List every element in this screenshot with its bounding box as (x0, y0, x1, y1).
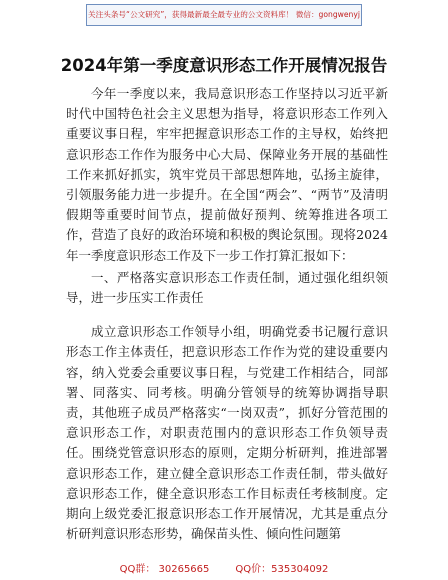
header-banner (86, 4, 362, 26)
banner-text: 关注头条号“公文研究”，获得最新最全最专业的公文资料库！ 微信：gongwenyj (88, 10, 360, 19)
body-paragraph: 成立意识形态工作领导小组，明确党委书记履行意识形态工作主体责任，把意识形态工作作为党的建设重要内容，纳入党委会重要议事日程，与党建工作相结合，同部署、同落实、同考核。明确分管领导的统筹协调指导职责，其他班子成员严格落实“一岗双责”，抓好分管范围的意识形态工作，对职责范围内的意识形态工作负领导责任。围绕党管意识形态的原则，定期分析研判，推进部署意识形态工作，建立健全意识形态工作责任制，带头做好意识形态工作，健全意识形态工作目标责任考核制度。定期向上级党委汇报意识形态工作开展情况，尤其是重点分析研判意识形态形势，确保苗头性、倾向性问题第 (66, 324, 388, 542)
document-title: 2024年第一季度意识形态工作开展情况报告 (60, 56, 388, 75)
intro-paragraph: 今年一季度以来，我局意识形态工作坚持以习近平新时代中国特色社会主义思想为指导，将意识形态工作列入重要议事日程，牢牢把握意识形态工作的主导权，始终把意识形态工作作为服务中心大局、保障业务开展的基础性工作来抓好抓实，筑牢党员干部思想阵地，弘扬主旋律，引领服务能力进一步提升。在全国“两会”、“两节”及清明假期等重要时间节点，提前做好预判、统筹推进各项工作，营造了良好的政治环境和积极的舆论氛围。现将2024年一季度意识形态工作及下一步工作打算汇报如下： (66, 86, 388, 263)
footer-qq-group: QQ群： 30265665 (119, 564, 210, 575)
footer-qq-contact: QQ价：535304092 (235, 564, 329, 575)
section-heading: 一、严格落实意识形态工作责任制，通过强化组织领导，进一步压实工作责任 (66, 269, 388, 306)
footer-contact (0, 560, 448, 575)
document-body (66, 84, 388, 544)
